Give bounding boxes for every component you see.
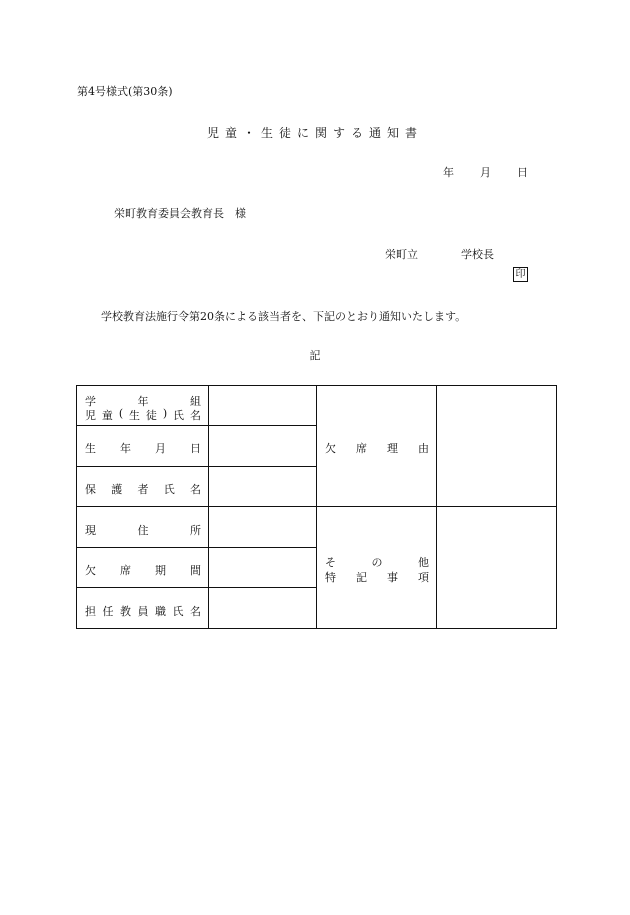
value-special-notes[interactable] [437, 507, 556, 628]
label-birthdate: 生 年 月 日 [85, 442, 201, 455]
label-special-notes: 特 記 事 項 [325, 571, 429, 584]
document-title: 児童・生徒に関する通知書 [206, 126, 423, 140]
date-line [443, 167, 528, 178]
value-guardian-name[interactable] [209, 467, 316, 506]
date-month: 月 [480, 166, 491, 179]
sender-suffix: 学校長 [461, 248, 494, 261]
label-homeroom-teacher: 担 任 教 員 職 氏 名 [85, 605, 201, 618]
label-other: そ の 他 [325, 556, 429, 569]
form-number: 第4号様式(第30条) [77, 85, 173, 98]
notification-body-text: 学校教育法施行令第20条による該当者を、下記のとおり通知いたします。 [101, 310, 467, 323]
value-absence-reason[interactable] [437, 386, 556, 506]
sender-line [385, 249, 494, 260]
date-day: 日 [517, 166, 528, 179]
label-current-address: 現 住 所 [85, 524, 201, 537]
table-divider-col2 [316, 385, 317, 629]
value-current-address[interactable] [209, 507, 316, 547]
table-border-left [76, 385, 77, 629]
value-student-name[interactable] [209, 386, 316, 425]
value-absence-period[interactable] [209, 548, 316, 587]
ki-heading: 記 [309, 349, 321, 362]
label-student-name: 児 童 ( 生 徒 ) 氏 名 [85, 407, 201, 422]
addressee: 栄町教育委員会教育長 様 [114, 207, 246, 220]
table-border-right [556, 385, 557, 629]
value-birthdate[interactable] [209, 426, 316, 466]
label-guardian-name: 保 護 者 氏 名 [85, 483, 201, 496]
sender-prefix: 栄町立 [385, 248, 418, 261]
label-absence-period: 欠 席 期 間 [85, 564, 201, 577]
seal-stamp: 印 [513, 267, 528, 282]
value-homeroom-teacher[interactable] [209, 588, 316, 628]
record-table [76, 385, 557, 629]
date-year: 年 [443, 166, 454, 179]
label-absence-reason: 欠 席 理 由 [325, 442, 429, 455]
label-grade-class: 学 年 組 [85, 395, 201, 408]
